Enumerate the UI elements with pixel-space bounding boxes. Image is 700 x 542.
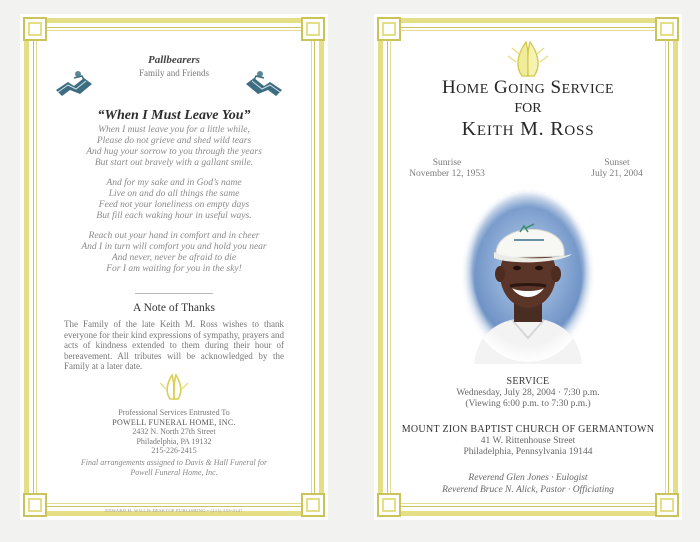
name-text: K <box>461 118 477 140</box>
corner-ornament <box>23 17 47 41</box>
sunrise-label: Sunrise <box>432 158 462 168</box>
church-name: MOUNT ZION BAPTIST CHURCH OF GERMANTOWN <box>401 424 655 435</box>
thanks-paragraph: The Family of the late Keith M. Ross wishes to thank everyone for their kind expressions of sympathy, prayers and acts of kindness extended to them during their hour of bereavement. All tributes will be acknowledged by the Family at a later date. <box>64 319 284 372</box>
program-cover-page <box>374 14 682 520</box>
arrangements-line: Powell Funeral Home, Inc. <box>130 467 218 477</box>
corner-ornament <box>301 17 325 41</box>
church-street: 41 W. Rittenhouse Street <box>480 436 576 446</box>
title-text: G <box>494 77 509 98</box>
title-text: OING <box>508 82 546 97</box>
pallbearer-illustration-icon <box>54 68 94 98</box>
deceased-portrait-photo <box>460 188 596 364</box>
pallbearer-illustration-icon <box>244 68 284 98</box>
arrangements-note <box>42 458 306 477</box>
praying-hands-icon <box>156 371 192 401</box>
service-title <box>396 77 660 99</box>
poem-line: And I in turn will comfort you and hold you near <box>81 242 267 252</box>
funeral-home-info <box>42 408 306 456</box>
church-address <box>396 436 660 458</box>
poem-line: Reach out your hand in comfort and in cheer <box>88 231 260 241</box>
corner-ornament <box>377 493 401 517</box>
name-text: M. <box>520 118 545 140</box>
title-text: S <box>550 77 562 98</box>
title-for: FOR <box>514 101 542 116</box>
corner-ornament <box>377 17 401 41</box>
poem-title: “When I Must Leave You” <box>97 108 251 123</box>
poem-line: But fill each waking hour in useful ways. <box>96 211 252 221</box>
poem-stanza <box>42 178 306 222</box>
section-divider <box>135 293 213 294</box>
poem-line: Please do not grieve and shed wild tears <box>96 136 252 146</box>
poem-line: And hug your sorrow to you through the years <box>86 147 262 157</box>
sunrise-date-block <box>392 158 502 180</box>
church-city: Philadelphia, Pennsylvania 19144 <box>463 447 593 457</box>
funeral-home-city: Philadelphia, PA 19132 <box>136 436 212 446</box>
deceased-name <box>396 118 660 141</box>
sunset-date: July 21, 2004 <box>591 169 643 179</box>
poem-stanza <box>42 125 306 169</box>
thanks-heading: A Note of Thanks <box>133 302 215 314</box>
poem-line: And never, never be afraid to die <box>111 253 237 263</box>
program-back-page <box>20 14 328 520</box>
sunrise-date: November 12, 1953 <box>409 169 485 179</box>
poem-line: And for my sake and in God’s name <box>106 178 242 188</box>
poem-line: For I am waiting for you in the sky! <box>106 264 242 274</box>
pallbearers-subtitle: Family and Friends <box>139 68 209 78</box>
officiant-line: Reverend Glen Jones · Eulogist <box>468 473 588 483</box>
officiant-line: Reverend Bruce N. Alick, Pastor · Officiating <box>442 485 614 495</box>
corner-ornament <box>655 17 679 41</box>
corner-ornament <box>23 493 47 517</box>
sunset-label: Sunset <box>604 158 630 168</box>
poem-line: But start out bravely with a gallant smile. <box>94 158 254 168</box>
service-details <box>396 388 660 410</box>
service-viewing: (Viewing 6:00 p.m. to 7:30 p.m.) <box>465 399 591 409</box>
service-heading: SERVICE <box>506 376 550 387</box>
name-text: R <box>550 118 565 140</box>
officiants-list <box>396 472 660 496</box>
title-text: ERVICE <box>561 82 615 97</box>
arrangements-line: Final arrangements assigned to Davis & Hall Funeral for <box>80 458 268 467</box>
service-date-time: Wednesday, July 28, 2004 · 7:30 p.m. <box>456 388 600 398</box>
title-text: H <box>441 77 457 98</box>
poem-stanza <box>42 231 306 275</box>
poem-line: Live on and do all things the same <box>108 189 240 199</box>
praying-hands-icon <box>502 38 554 78</box>
poem-line: When I must leave you for a little while, <box>98 125 250 135</box>
funeral-intro: Professional Services Entrusted To <box>118 408 230 417</box>
name-text: EITH <box>476 123 515 139</box>
sunset-date-block <box>562 158 672 180</box>
name-text: OSS <box>564 123 595 139</box>
corner-ornament <box>301 493 325 517</box>
poem-line: Feed not your loneliness on empty days <box>98 200 250 210</box>
funeral-home-name: POWELL FUNERAL HOME, INC. <box>112 417 236 427</box>
pallbearers-heading: Pallbearers <box>148 54 200 66</box>
funeral-home-phone: 215-226-2415 <box>151 446 197 456</box>
funeral-home-address: 2432 N. North 27th Street <box>132 427 216 437</box>
title-text: OME <box>456 82 489 97</box>
printer-credit: EDWARD H. WILLIS DESKTOP PUBLISHING • (215) 555-0147 <box>105 508 243 513</box>
corner-ornament <box>655 493 679 517</box>
